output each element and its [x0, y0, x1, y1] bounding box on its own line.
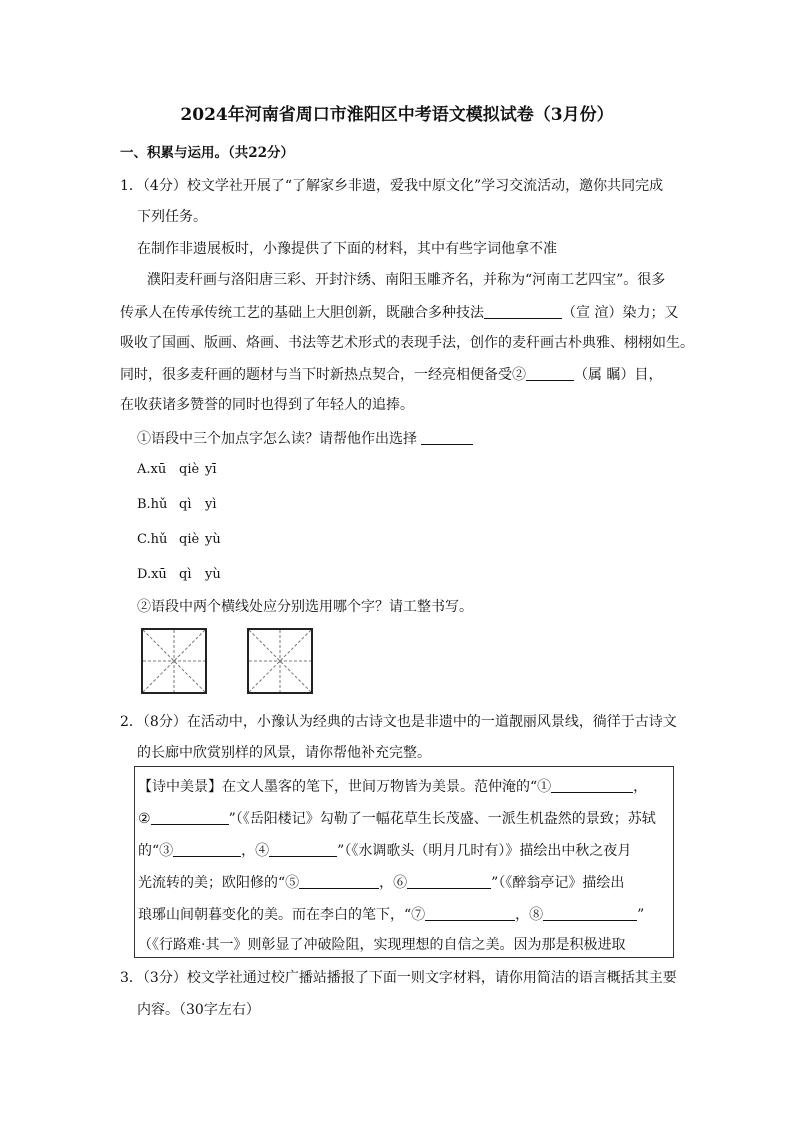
section-heading: 一、积累与运用。（共22分） — [120, 145, 295, 161]
blank-1[interactable] — [484, 302, 562, 319]
q1-passage-line1: 濮阳麦秆画与洛阳唐三彩、开封汴绣、南阳玉雕齐名，并称为“河南工艺四宝”。很多 — [147, 272, 666, 288]
poem-line4 — [138, 872, 624, 893]
poem-text: ② — [138, 811, 151, 827]
blank-poem-5[interactable] — [299, 872, 379, 889]
option-pinyin: yù — [205, 567, 221, 582]
poem-text: ，④ — [241, 843, 270, 859]
poem-text: ， — [633, 779, 648, 795]
option-pinyin: qì — [179, 567, 192, 582]
q3-stem-line2: 内容。（30字左右） — [137, 1002, 260, 1018]
q1-stem-line1: 1．（4分）校文学社开展了“了解家乡非遗，爱我中原文化”学习交流活动，邀你共同完成 — [120, 178, 664, 194]
q1-passage-line5: 在收获诸多赞誉的同时也得到了年轻人的追捧。 — [120, 397, 414, 413]
poem-text: 的“③ — [138, 843, 174, 859]
poem-text: ，⑥ — [379, 875, 408, 891]
q1-passage-line3: 吸收了国画、版画、烙画、书法等艺术形式的表现手法，创作的麦秆画古朴典雅、栩栩如生。 — [120, 335, 694, 351]
option-c[interactable] — [137, 530, 221, 550]
option-pinyin: qiè — [179, 462, 200, 477]
blank-poem-3[interactable] — [173, 840, 241, 857]
q1-sub1-text: ①语段中三个加点字怎么读？请帮他作出选择 — [137, 431, 417, 447]
q1-sub1 — [137, 428, 473, 449]
q2-stem-line2: 的长廊中欣赏别样的风景，请你帮他补充完整。 — [137, 745, 431, 761]
poem-text: 【诗中美景】在文人墨客的笔下，世间万物皆为美景。范仲淹的“① — [138, 779, 552, 795]
option-b[interactable] — [137, 495, 217, 515]
blank-poem-4[interactable] — [269, 840, 337, 857]
page-title: 2024年河南省周口市淮阳区中考语文模拟试卷（3月份） — [180, 105, 614, 125]
poem-text: ”（《醉翁亭记》描绘出 — [491, 875, 625, 891]
q1-passage-text: 同时，很多麦秆画的题材与当下时新热点契合，一经亮相便备受② — [120, 367, 526, 383]
blank-2[interactable] — [526, 364, 574, 381]
q1-passage-text: 传承人在传承传统工艺的基础上大胆创新，既融合多种技法 — [120, 305, 484, 321]
poem-text: ，⑧ — [515, 907, 544, 923]
q1-sub2: ②语段中两个横线处应分别选用哪个字？请工整书写。 — [137, 599, 473, 615]
poem-line5 — [138, 904, 644, 925]
option-pinyin: yì — [205, 497, 217, 512]
poem-text: 光流转的美；欧阳修的“⑤ — [138, 875, 300, 891]
grid-guide-icon — [249, 630, 311, 692]
option-pinyin: yī — [205, 462, 217, 477]
q1-stem-line2: 下列任务。 — [137, 209, 207, 225]
option-pinyin: yù — [205, 532, 221, 547]
blank-poem-2[interactable] — [151, 808, 229, 825]
q1-passage-line2 — [120, 302, 678, 323]
option-pinyin: qiè — [179, 532, 200, 547]
poem-line1 — [138, 776, 647, 797]
poem-text: ”（《岳阳楼记》勾勒了一幅花草生长茂盛、一派生机盎然的景致；苏轼 — [228, 811, 656, 827]
q3-stem-line1: 3．（3分）校文学社通过校广播站播报了下面一则文字材料，请你用简洁的语言概括其主要 — [120, 970, 677, 986]
option-label: D.xū — [137, 567, 167, 582]
poem-text: ”（《水调歌头（明月几时有）》描绘出中秋之夜月 — [337, 843, 632, 859]
writing-grid-1[interactable] — [141, 628, 207, 694]
blank-poem-1[interactable] — [551, 776, 633, 793]
option-label: B.hǔ — [137, 497, 168, 512]
poem-line2 — [138, 808, 656, 829]
option-d[interactable] — [137, 565, 221, 585]
answer-blank[interactable] — [421, 428, 473, 445]
option-label: C.hǔ — [137, 532, 168, 547]
q1-intro: 在制作非遗展板时，小豫提供了下面的材料，其中有些字词他拿不准 — [137, 241, 557, 257]
q2-stem-line1: 2．（8分）在活动中，小豫认为经典的古诗文也是非遗中的一道靓丽风景线，徜徉于古诗文 — [120, 714, 677, 730]
grid-guide-icon — [143, 630, 205, 692]
q1-passage-line4 — [120, 364, 662, 385]
poem-line6: （《行路难·其一》则彰显了冲破险阻，实现理想的自信之美。因为那是积极进取 — [138, 937, 626, 953]
q1-passage-text: （属 瞩）目， — [574, 367, 663, 383]
writing-grid-2[interactable] — [247, 628, 313, 694]
option-label: A.xū — [137, 462, 167, 477]
blank-poem-6[interactable] — [407, 872, 491, 889]
poem-line3 — [138, 840, 631, 861]
blank-poem-8[interactable] — [543, 904, 637, 921]
poem-text: ” — [637, 907, 645, 923]
option-a[interactable] — [137, 460, 217, 480]
option-pinyin: qì — [179, 497, 192, 512]
q1-passage-text: （宣 渲）染力；又 — [562, 305, 679, 321]
blank-poem-7[interactable] — [425, 904, 515, 921]
poem-text: 琅琊山间朝暮变化的美。而在李白的笔下，“⑦ — [138, 907, 426, 923]
